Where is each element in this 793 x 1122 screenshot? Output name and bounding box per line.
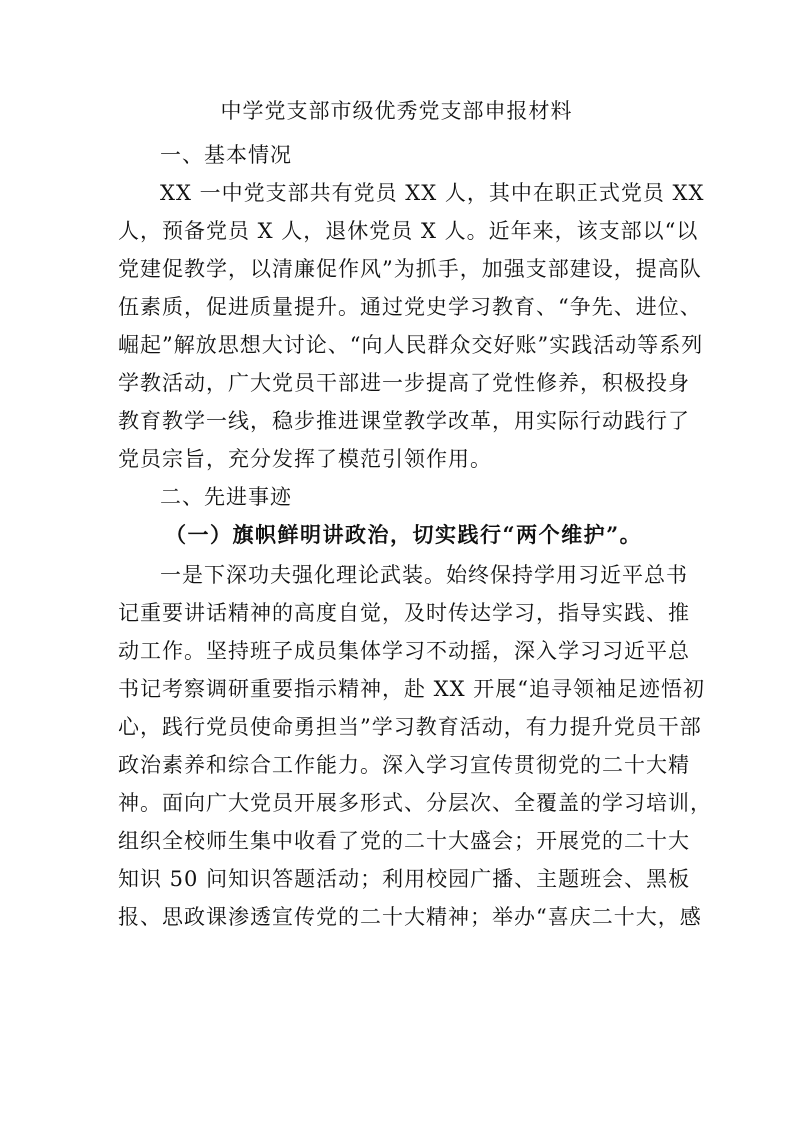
paragraph-line: 党员宗旨，充分发挥了模范引领作用。: [118, 447, 492, 471]
paragraph-line: 报、思政课渗透宣传党的二十大精神；举办“喜庆二十大，感: [118, 905, 702, 929]
paragraph-line: XX 一中党支部共有党员 XX 人，其中在职正式党员 XX: [160, 181, 705, 205]
paragraph-line: 组织全校师生集中收看了党的二十大盛会；开展党的二十大: [118, 829, 690, 853]
paragraph-line: 崛起”解放思想大讨论、“向人民群众交好账”实践活动等系列: [118, 333, 704, 357]
document-title: 中学党支部市级优秀党支部申报材料: [220, 99, 573, 123]
paragraph-line: 人，预备党员 X 人，退休党员 X 人。近年来，该支部以“以: [118, 219, 699, 243]
paragraph-line: 学教活动，广大党员干部进一步提高了党性修养，积极投身: [118, 371, 690, 395]
paragraph-line: 伍素质，促进质量提升。通过党史学习教育、“争先、进位、: [118, 295, 702, 319]
paragraph-line: 书记考察调研重要指示精神，赴 XX 开展“追寻领袖足迹悟初: [118, 677, 705, 701]
section-heading-achievements: 二、先进事迹: [160, 485, 292, 509]
paragraph-line: 一是下深功夫强化理论武装。始终保持学用习近平总书: [160, 563, 688, 587]
paragraph-line: 心，践行党员使命勇担当”学习教育活动，有力提升党员干部: [118, 715, 702, 739]
paragraph-line: 知识 50 问知识答题活动；利用校园广播、主题班会、黑板: [118, 867, 691, 891]
paragraph-line: 政治素养和综合工作能力。深入学习宣传贯彻党的二十大精: [118, 753, 690, 777]
section-heading-basic-info: 一、基本情况: [160, 143, 292, 167]
subsection-heading: （一）旗帜鲜明讲政治，切实践行“两个维护”。: [165, 522, 643, 547]
paragraph-line: 神。面向广大党员开展多形式、分层次、全覆盖的学习培训，: [118, 791, 712, 815]
paragraph-line: 党建促教学，以清廉促作风”为抓手，加强支部建设，提高队: [118, 257, 702, 281]
paragraph-line: 教育教学一线，稳步推进课堂教学改革，用实际行动践行了: [118, 409, 690, 433]
paragraph-line: 动工作。坚持班子成员集体学习不动摇，深入学习习近平总: [118, 639, 690, 663]
paragraph-line: 记重要讲话精神的高度自觉，及时传达学习，指导实践、推: [118, 601, 690, 625]
